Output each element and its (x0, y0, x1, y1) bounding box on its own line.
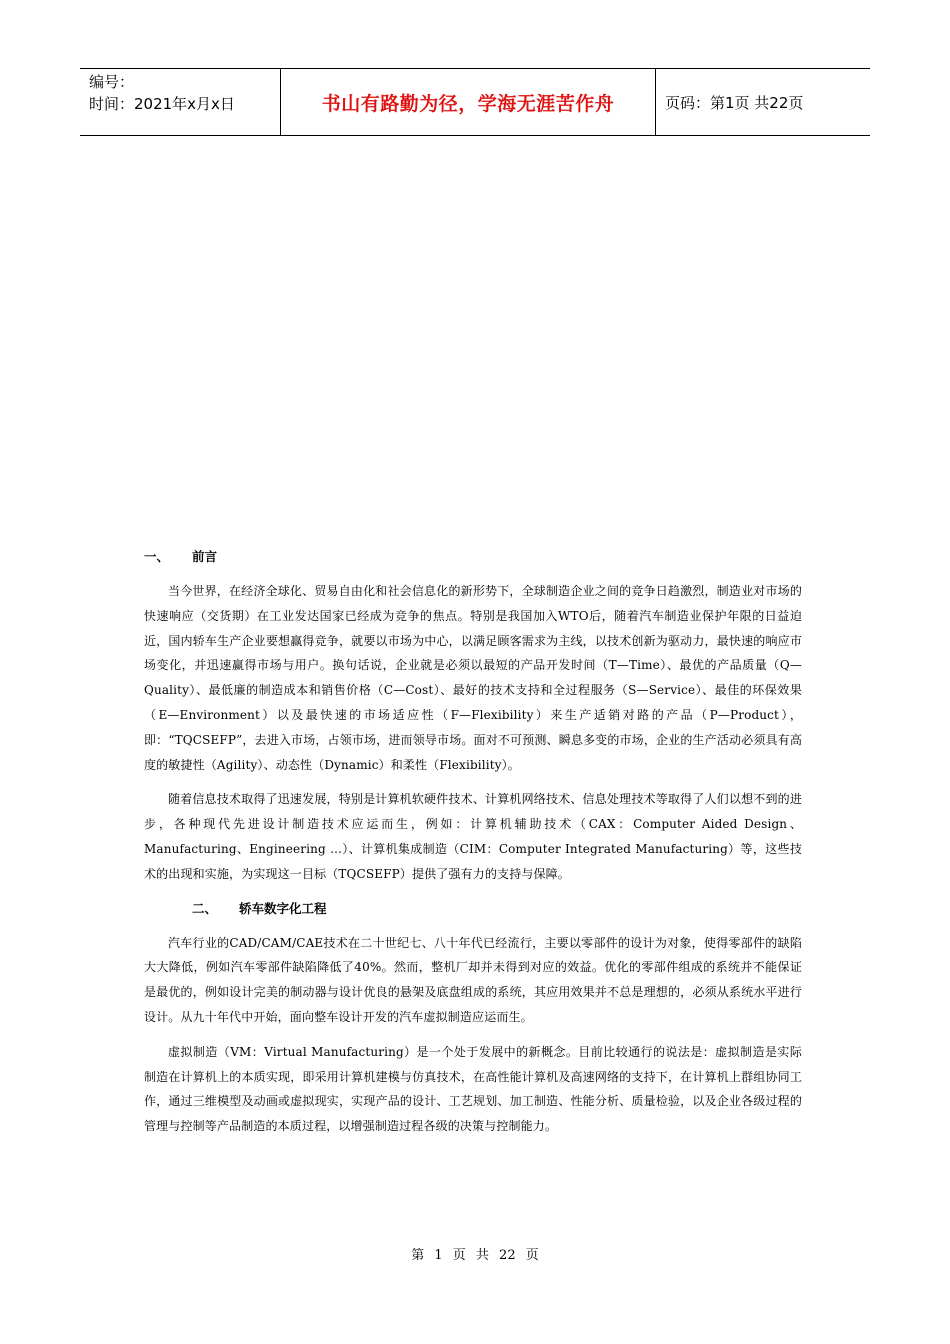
header-divider-right (655, 69, 656, 135)
paragraph: 虚拟制造（VM：Virtual Manufacturing）是一个处于发展中的新概念。目前比较通行的说法是：虚拟制造是实际制造在计算机上的本质实现，即采用计算机建模与仿真技术，在高性能计算机及高速网络的支持下，在计算机上群组协同工作，通过三维模型及动画或虚拟现实，实现产品的设计、工艺规划、加工制造、性能分析、质量检验，以及企业各级过程的管理与控制等产品制造的本质过程，以增强制造过程各级的决策与控制能力。 (144, 1044, 802, 1134)
document-time-label: 时间：2021年x月x日 (89, 95, 235, 113)
page-header (80, 68, 870, 136)
paragraph: 随着信息技术取得了迅速发展，特别是计算机软硬件技术、计算机网络技术、信息处理技术等取得了人们以想不到的进步，各种现代先进设计制造技术应运而生，例如：计算机辅助技术（CAX：Computer Aided Design、Manufacturing、Engineering …）、计算机集成制造（CIM：Computer Integrated Manufacturing）等，这些技术的出现和实施，为实现这一目标（TQCSEFP）提供了强有力的支持与保障。 (144, 792, 802, 881)
header-page-info: 页码：第1页 共22页 (665, 93, 804, 112)
paragraph: 汽车行业的CAD/CAM/CAE技术在二十世纪七、八十年代已经流行，主要以零部件的设计为对象，使得零部件的缺陷大大降低，例如汽车零部件缺陷降低了40%。然而，整机厂却并未得到对应的效益。优化的零部件组成的系统并不能保证是最优的，例如设计完美的制动器与设计优良的悬架及底盘组成的系统，其应用效果并不总是理想的，必须从系统水平进行设计。从九十年代中开始，面向整车设计开发的汽车虚拟制造应运而生。 (144, 935, 802, 1024)
page-footer: 第 1 页 共 22 页 (411, 1248, 539, 1263)
document-body (144, 545, 802, 1149)
paragraph: 当今世界，在经济全球化、贸易自由化和社会信息化的新形势下，全球制造企业之间的竞争日趋激烈，制造业对市场的快速响应（交货期）在工业发达国家已经成为竞争的焦点。特别是我国加入WTO后，随着汽车制造业保护年限的日益迫近，国内轿车生产企业要想赢得竞争，就要以市场为中心，以满足顾客需求为主线，以技术创新为驱动力，最快速的响应市场变化，并迅速赢得市场与用户。换句话说，企业就是必须以最短的产品开发时间（T—Time）、最优的产品质量（Q—Quality）、最低廉的制造成本和销售价格（C—Cost）、最好的技术支持和全过程服务（S—Service）、最佳的环保效果（E—Environment）以及最快速的市场适应性（F—Flexibility）来生产适销对路的产品（P—Product），即：“TQCSEFP”，去进入市场，占领市场，进而领导市场。面对不可预测、瞬息多变的市场，企业的生产活动必须具有高度的敏捷性（Agility）、动态性（Dynamic）和柔性（Flexibility）。 (144, 584, 802, 772)
section-title: 轿车数字化工程 (239, 900, 327, 916)
section-number: 一、 (144, 549, 170, 564)
section-number: 二、 (192, 900, 218, 916)
section-title: 前言 (192, 549, 218, 564)
document-number-label: 编号： (89, 73, 135, 91)
header-meta (89, 71, 279, 115)
header-motto: 书山有路勤为径，学海无涯苦作舟 (321, 92, 615, 115)
section-heading-2 (144, 897, 802, 921)
section-heading-1 (144, 545, 802, 569)
